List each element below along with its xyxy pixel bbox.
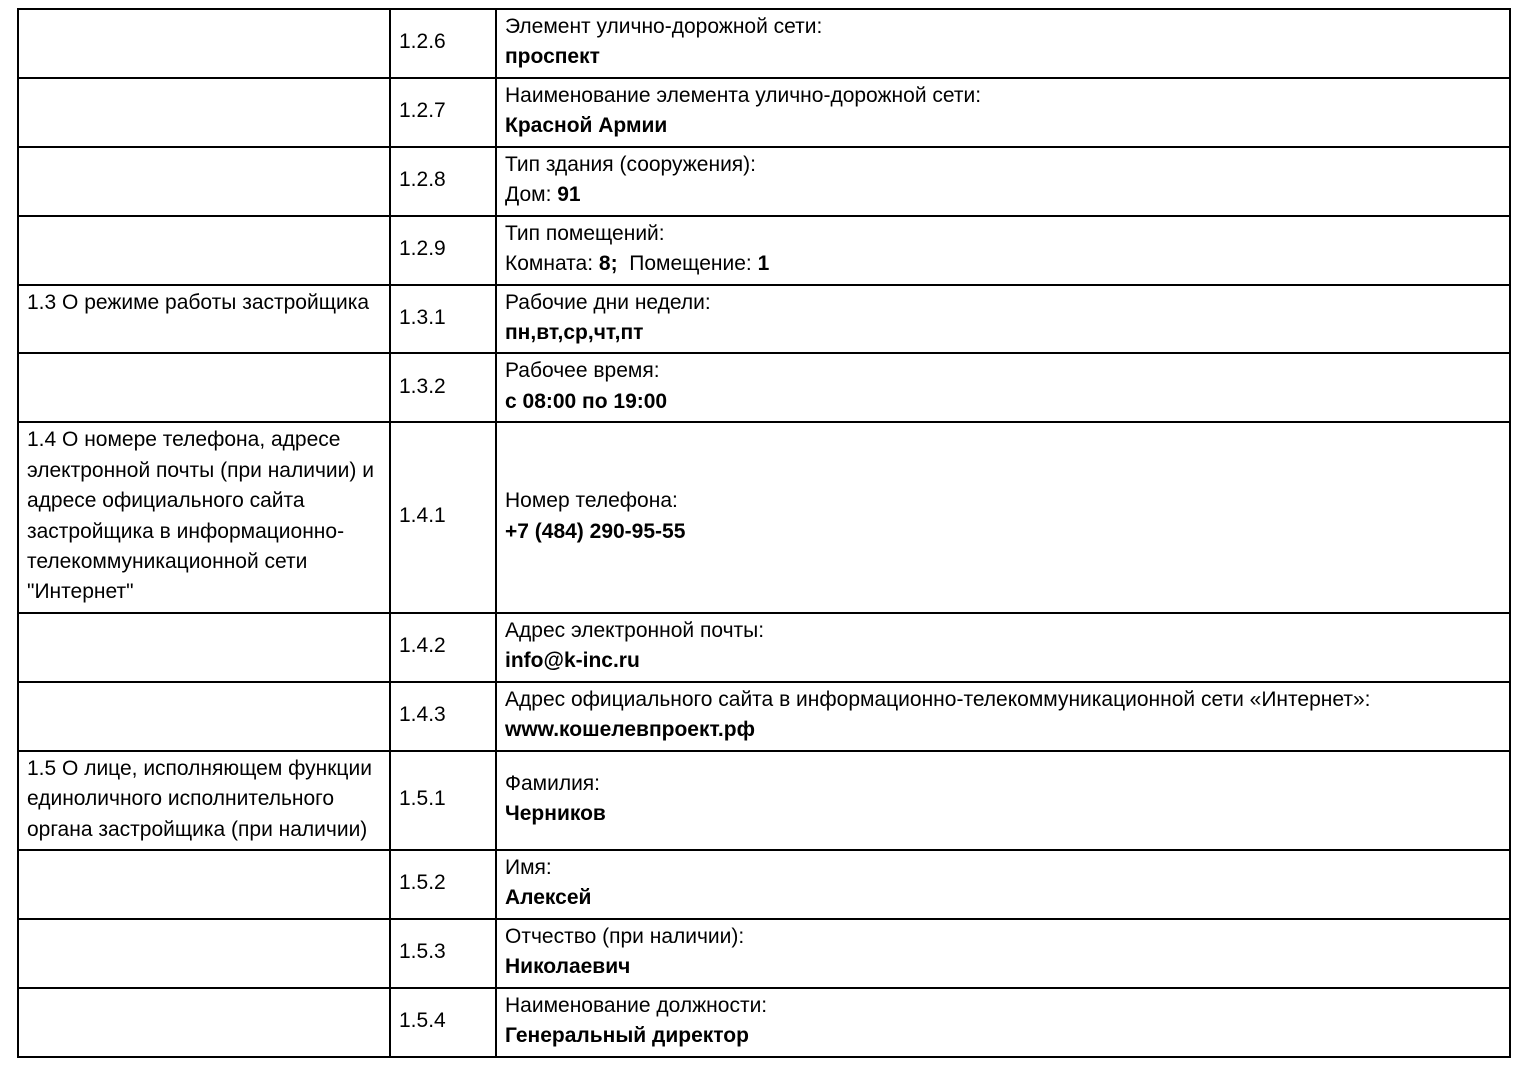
content-cell (496, 682, 1510, 751)
content-cell (496, 285, 1510, 354)
item-number: 1.3.2 (390, 353, 496, 422)
table-row (18, 147, 1510, 216)
field-label: Рабочие дни недели: (505, 290, 711, 314)
item-number: 1.2.7 (390, 78, 496, 147)
value-segment: проспект (505, 45, 600, 69)
field-value (505, 180, 1501, 210)
value-segment: Красной Армии (505, 114, 668, 138)
section-cell (18, 9, 390, 78)
table-body (18, 9, 1510, 1057)
table-row (18, 78, 1510, 147)
field-value (505, 318, 1501, 348)
field-label: Фамилия: (505, 771, 601, 795)
content-cell (496, 919, 1510, 988)
value-segment: Черников (505, 802, 606, 826)
section-cell (18, 919, 390, 988)
item-number: 1.5.1 (390, 751, 496, 850)
section-cell (18, 216, 390, 285)
field-value (505, 42, 1501, 72)
section-cell (18, 850, 390, 919)
value-segment: Генеральный директор (505, 1024, 749, 1048)
value-segment: info@k-inc.ru (505, 649, 640, 673)
content-cell (496, 9, 1510, 78)
field-label: Отчество (при наличии): (505, 924, 745, 948)
field-label: Адрес электронной почты: (505, 618, 765, 642)
item-number: 1.4.1 (390, 422, 496, 613)
table-row (18, 850, 1510, 919)
field-value (505, 883, 1501, 913)
value-segment: 91 (557, 183, 581, 207)
content-cell (496, 78, 1510, 147)
content-cell (496, 422, 1510, 613)
section-cell (18, 353, 390, 422)
value-segment: 8; (598, 252, 618, 276)
item-number: 1.4.2 (390, 613, 496, 682)
field-value (505, 646, 1501, 676)
field-value (505, 952, 1501, 982)
table-row (18, 285, 1510, 354)
section-cell (18, 988, 390, 1057)
value-segment: Алексей (505, 886, 592, 910)
value-segment: Комната: (505, 252, 599, 276)
table-row (18, 682, 1510, 751)
section-cell (18, 613, 390, 682)
field-label: Наименование элемента улично-дорожной сети: (505, 83, 982, 107)
content-cell (496, 850, 1510, 919)
value-segment: Дом: (505, 183, 558, 207)
field-label: Элемент улично-дорожной сети: (505, 15, 823, 38)
field-label: Наименование должности: (505, 993, 768, 1017)
field-value (505, 715, 1501, 745)
value-segment: 1 (757, 252, 770, 276)
value-segment: Николаевич (505, 955, 631, 979)
field-label: Имя: (505, 855, 552, 879)
field-value (505, 517, 1501, 547)
content-cell (496, 353, 1510, 422)
item-number: 1.2.9 (390, 216, 496, 285)
field-label: Тип помещений: (505, 221, 665, 245)
item-number: 1.5.4 (390, 988, 496, 1057)
content-cell (496, 613, 1510, 682)
item-number: 1.2.6 (390, 9, 496, 78)
section-cell (18, 78, 390, 147)
table-row (18, 988, 1510, 1057)
section-cell: 1.5 О лице, исполняющем функции единоличного исполнительного органа застройщика (при наличии) (18, 751, 390, 850)
field-label: Адрес официального сайта в информационно-телекоммуникационной сети «Интернет»: (505, 687, 1371, 711)
table-row (18, 919, 1510, 988)
field-label: Рабочее время: (505, 359, 660, 383)
table-row (18, 9, 1510, 78)
item-number: 1.3.1 (390, 285, 496, 354)
section-cell (18, 682, 390, 751)
value-segment: с 08:00 по 19:00 (505, 389, 668, 413)
table-row (18, 422, 1510, 613)
content-cell (496, 216, 1510, 285)
field-value (505, 799, 1501, 829)
item-number: 1.4.3 (390, 682, 496, 751)
content-cell (496, 147, 1510, 216)
value-segment: Помещение: (617, 252, 758, 276)
table-row (18, 751, 1510, 850)
item-number: 1.2.8 (390, 147, 496, 216)
content-cell (496, 988, 1510, 1057)
field-value (505, 387, 1501, 417)
value-segment: пн,вт,ср,чт,пт (505, 320, 644, 344)
field-label: Тип здания (сооружения): (505, 152, 756, 176)
item-number: 1.5.3 (390, 919, 496, 988)
section-cell (18, 147, 390, 216)
declaration-table (17, 8, 1511, 1058)
field-value (505, 111, 1501, 141)
field-value (505, 249, 1501, 279)
table-row (18, 613, 1510, 682)
table-row (18, 216, 1510, 285)
section-cell: 1.3 О режиме работы застройщика (18, 285, 390, 354)
table-row (18, 353, 1510, 422)
value-segment: +7 (484) 290-95-55 (505, 519, 686, 543)
item-number: 1.5.2 (390, 850, 496, 919)
field-value (505, 1021, 1501, 1051)
section-cell: 1.4 О номере телефона, адресе электронной почты (при наличии) и адресе официального сайта застройщика в информационно-телекоммуникационной сети "Интернет" (18, 422, 390, 613)
value-segment: www.кошелевпроект.рф (505, 718, 755, 742)
content-cell (496, 751, 1510, 850)
field-label: Номер телефона: (505, 489, 678, 513)
